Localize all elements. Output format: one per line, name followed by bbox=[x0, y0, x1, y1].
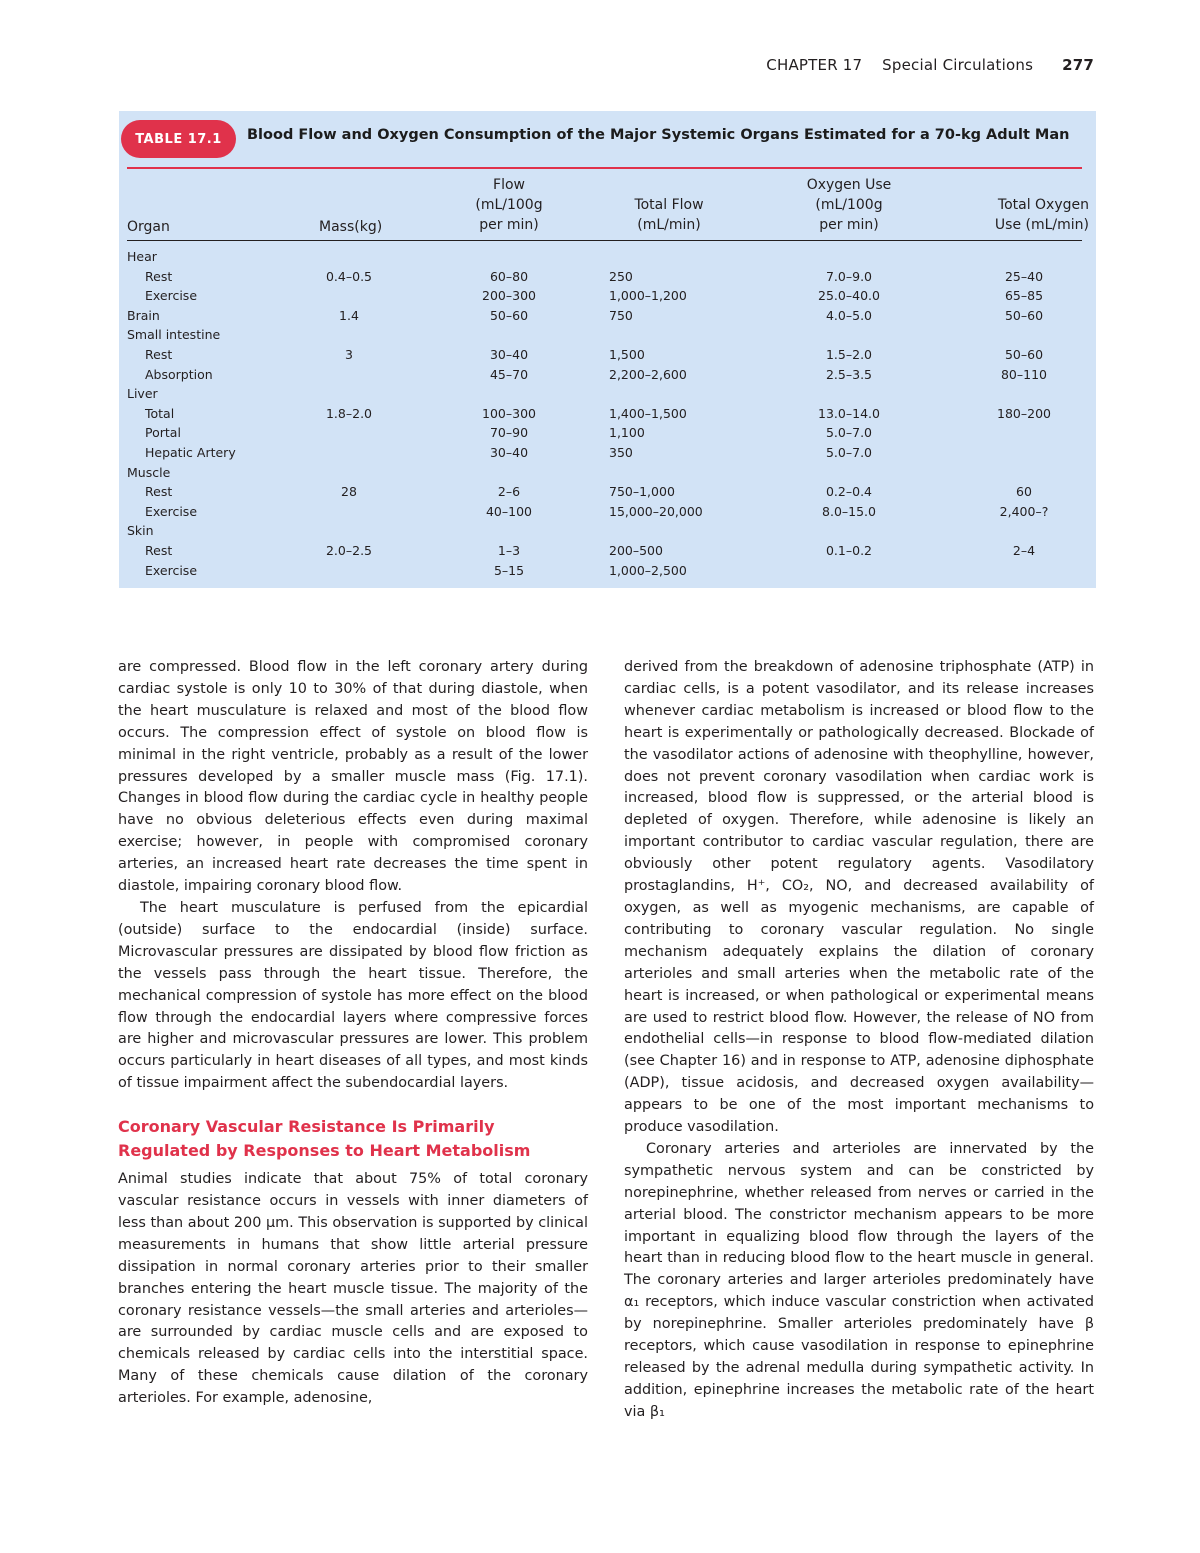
table-label-badge: TABLE 17.1 bbox=[121, 120, 236, 158]
table-body bbox=[119, 247, 1096, 580]
paragraph: derived from the breakdown of adenosine triphosphate (ATP) in cardiac cells, is a potent vasodilator, and its release increases whenever cardiac metabolism is increased or blood flow to the heart is experimentally or pathologically decreased. Blockade of the vasodilator actions of adenosine with theophylline, however, does not prevent coronary vasodilation when cardiac work is increased, blood flow is suppressed, or the arterial blood is depleted of oxygen. Therefore, while adenosine is likely an important contributor to cardiac vascular regulation, there are obviously other potent regulatory agents. Vasodilatory prostaglandins, H⁺, CO₂, NO, and decreased availability of oxygen, as well as myogenic mechanisms, are capable of contributing to coronary vascular regulation. No single mechanism adequately explains the dilation of coronary arterioles and small arteries when the metabolic rate of the heart is increased, or when pathological or experimental means are used to restrict blood flow. However, the release of NO from endothelial cells—in response to blood flow-mediated dilation (see Chapter 16) and in response to ATP, adenosine diphosphate (ADP), tissue acidosis, and decreased oxygen availability—appears to be one of the most important mechanisms to produce vasodilation. bbox=[624, 659, 1094, 1136]
running-head bbox=[766, 56, 1094, 74]
table-row: Rest 28 2–6 750–1,000 0.2–0.4 60 bbox=[145, 484, 1032, 500]
table-17-1 bbox=[119, 111, 1096, 588]
table-row: Muscle bbox=[127, 464, 171, 480]
table-row: Rest 0.4–0.5 60–80 250 7.0–9.0 25–40 bbox=[145, 268, 1044, 284]
paragraph: Coronary arteries and arterioles are innervated by the sympathetic nervous system and can be constricted by norepinephrine, whether released from nerves or carried in the arterial blood. The constrictor mechanism appears to be more important in equalizing blood flow through the layers of the heart than in reducing blood flow to the heart muscle in general. The coronary arteries and larger arterioles predominately have α₁ receptors, which induce vascular constriction when activated by norepinephrine. Smaller arterioles predominately have β receptors, which cause vasodilation in response to epinephrine released by the adrenal medulla during sympathetic activity. In addition, epinephrine increases the metabolic rate of the heart via β₁ bbox=[624, 1140, 1094, 1420]
table-row: Rest 2.0–2.5 1–3 200–500 0.1–0.2 2–4 bbox=[145, 542, 1036, 558]
chapter-title: Special Circulations bbox=[882, 56, 1034, 74]
table-row: Portal 70–90 1,100 5.0–7.0 bbox=[145, 425, 872, 441]
header-total-oxygen: Total Oxygen Use (mL/min) bbox=[994, 197, 1089, 233]
header-flow: Flow (mL/100g per min) bbox=[475, 177, 543, 233]
table-row: Exercise 5–15 1,000–2,500 bbox=[145, 562, 687, 578]
paragraph: The heart musculature is perfused from the epicardial (outside) surface to the endocardial (inside) surface. Microvascular pressures are dissipated by blood flow friction as the vessels pass through the heart tissue. Therefore, the mechanical compression of systole has more effect on the blood flow through the endocardial layers where compressive forces are higher and microvascular pressures are lower. This problem occurs particularly in heart diseases of all types, and most kinds of tissue impairment affect the subendocardial layers. bbox=[118, 899, 588, 1092]
table-row: Rest 3 30–40 1,500 1.5–2.0 50–60 bbox=[145, 346, 1044, 362]
paragraph: are compressed. Blood flow in the left coronary artery during cardiac systole is only 10 to 30% of that during diastole, when the heart musculature is relaxed and most of the blood flow occurs. The compression effect of systole on blood flow is minimal in the right ventricle, probably as a result of the lower pressures developed by a smaller muscle mass (Fig. 17.1). Changes in blood flow during the cardiac cycle in healthy people have no obvious deleterious effects even during maximal exercise; however, in people with compromised coronary arteries, an increased heart rate decreases the time spent in diastole, impairing coronary blood flow. bbox=[118, 659, 588, 895]
right-column bbox=[624, 657, 1094, 1424]
table-row: Exercise 40–100 15,000–20,000 8.0–15.0 2,400–? bbox=[145, 503, 1049, 519]
chapter-label: CHAPTER 17 bbox=[766, 56, 863, 74]
page-number: 277 bbox=[1062, 56, 1094, 74]
header-mass: Mass(kg) bbox=[319, 219, 383, 235]
table-row: Brain 1.4 50–60 750 4.0–5.0 50–60 bbox=[127, 307, 1044, 323]
header-organ: Organ bbox=[127, 219, 170, 235]
table-title: Blood Flow and Oxygen Consumption of the Major Systemic Organs Estimated for a 70-kg Adult Man bbox=[247, 127, 1070, 143]
header-total-flow: Total Flow (mL/min) bbox=[634, 197, 704, 233]
left-column bbox=[118, 657, 588, 1410]
table-row: Hear bbox=[127, 249, 157, 264]
table-row: Total 1.8–2.0 100–300 1,400–1,500 13.0–14.0 180–200 bbox=[145, 405, 1051, 421]
table-row: Absorption 45–70 2,200–2,600 2.5–3.5 80–110 bbox=[145, 366, 1047, 382]
table-row: Skin bbox=[127, 523, 154, 539]
section-heading: Coronary Vascular Resistance Is Primarily Regulated by Responses to Heart Metabolism bbox=[118, 1117, 531, 1161]
table-row: Liver bbox=[127, 386, 158, 402]
title-rule bbox=[127, 167, 1082, 169]
table-row: Small intestine bbox=[127, 327, 221, 343]
paragraph: Animal studies indicate that about 75% of total coronary vascular resistance occurs in vessels with inner diameters of less than about 200 µm. This observation is supported by clinical measurements in humans that show little arterial pressure dissipation in normal coronary arteries prior to their smaller branches entering the heart muscle tissue. The majority of the coronary resistance vessels—the small arteries and arterioles—are surrounded by cardiac muscle cells and are exposed to chemicals released by cardiac cells into the interstitial space. Many of these chemicals cause dilation of the coronary arterioles. For example, adenosine, bbox=[118, 1171, 588, 1407]
table-row: Hepatic Artery 30–40 350 5.0–7.0 bbox=[145, 444, 872, 460]
table-row: Exercise 200–300 1,000–1,200 25.0–40.0 65–85 bbox=[145, 288, 1044, 304]
header-rule bbox=[127, 240, 1082, 241]
header-oxygen-use: Oxygen Use (mL/100g per min) bbox=[806, 177, 892, 233]
